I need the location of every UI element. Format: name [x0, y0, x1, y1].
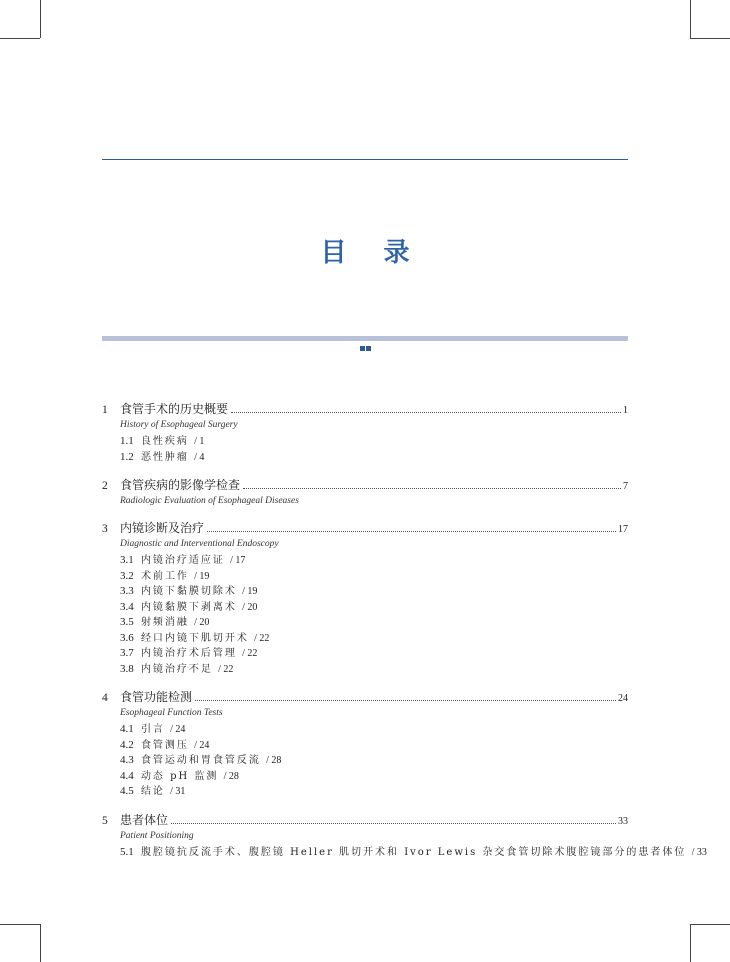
- section-title: 动态 pH 监测: [140, 770, 219, 782]
- toc-section[interactable]: [102, 600, 628, 616]
- crop-mark: [0, 38, 40, 39]
- section-number: 4.3: [120, 754, 134, 766]
- section-title: 腹腔镜抗反流手术、腹腔镜 Heller 肌切开术和 Ivor Lewis 杂交食管切除术腹腔镜部分的患者体位: [140, 846, 687, 858]
- chapter-row[interactable]: [102, 519, 628, 537]
- section-page: / 24: [170, 724, 186, 735]
- leader-dots: [171, 823, 616, 824]
- chapter-page: 24: [618, 693, 628, 704]
- chapter-row[interactable]: [102, 811, 628, 829]
- toc-section[interactable]: [102, 845, 707, 861]
- toc-section[interactable]: [102, 769, 628, 785]
- crop-mark: [0, 924, 40, 925]
- section-page: / 33: [691, 846, 707, 858]
- section-title: 引言: [140, 724, 165, 735]
- toc-section[interactable]: [102, 646, 628, 662]
- toc-chapter: [102, 519, 628, 677]
- section-page: / 19: [194, 570, 210, 582]
- section-number: 4.5: [120, 785, 134, 797]
- toc-section[interactable]: [102, 615, 628, 631]
- leader-dots: [231, 412, 621, 413]
- chapter-page: 33: [618, 815, 628, 827]
- chapter-english-title: Patient Positioning: [120, 830, 194, 841]
- section-number: 3.6: [120, 631, 134, 644]
- chapter-english-title: Esophageal Function Tests: [120, 708, 223, 718]
- divider-marks: [360, 336, 372, 341]
- toc-section[interactable]: [102, 631, 628, 647]
- chapter-page: 1: [623, 405, 628, 416]
- section-page: / 20: [194, 617, 210, 628]
- section-number: 3.2: [120, 569, 134, 582]
- toc-section[interactable]: [102, 784, 628, 800]
- toc-chapter: [102, 400, 628, 465]
- section-page: / 24: [194, 739, 210, 751]
- section-page: / 28: [266, 755, 282, 766]
- chapter-number: 5: [102, 814, 108, 827]
- leader-dots: [243, 488, 621, 489]
- toc-section[interactable]: [102, 434, 628, 450]
- toc-section[interactable]: [102, 569, 628, 585]
- chapter-number: 2: [102, 480, 108, 492]
- chapter-row[interactable]: [102, 400, 628, 418]
- section-number: 4.4: [120, 769, 134, 782]
- chapter-number: 3: [102, 523, 108, 535]
- crop-mark: [40, 0, 41, 38]
- toc-chapter: [102, 688, 628, 800]
- section-number: 3.7: [120, 647, 134, 659]
- section-title: 内镜治疗术后管理: [140, 648, 237, 659]
- crop-mark: [690, 38, 730, 39]
- crop-mark: [690, 0, 691, 38]
- section-page: / 22: [254, 632, 270, 644]
- section-title: 内镜治疗适应证: [140, 555, 225, 566]
- chapter-english-title: Radiologic Evaluation of Esophageal Diseases: [120, 496, 299, 506]
- crop-mark: [40, 924, 41, 962]
- chapter-english-title: Diagnostic and Interventional Endoscopy: [120, 539, 279, 549]
- section-page: / 22: [242, 648, 258, 659]
- section-title: 内镜治疗不足: [140, 663, 213, 675]
- top-rule: [102, 159, 628, 160]
- chapter-page: 7: [623, 481, 628, 492]
- section-number: 5.1: [120, 845, 134, 858]
- section-title: 结论: [140, 786, 165, 797]
- chapter-title: 内镜诊断及治疗: [120, 521, 205, 535]
- toc-section[interactable]: [102, 753, 628, 769]
- page-title: 目 录: [320, 238, 424, 268]
- section-number: 3.3: [120, 585, 134, 597]
- chapter-number: 4: [102, 692, 108, 704]
- chapter-row[interactable]: [102, 476, 628, 494]
- section-page: / 19: [242, 586, 258, 597]
- section-number: 1.2: [120, 450, 134, 463]
- section-page: / 31: [170, 786, 186, 797]
- toc-section[interactable]: [102, 662, 628, 678]
- toc-section[interactable]: [102, 738, 628, 754]
- toc-chapter: [102, 476, 628, 508]
- toc-section[interactable]: [102, 450, 628, 466]
- toc-section[interactable]: [102, 553, 628, 569]
- section-page: / 17: [230, 555, 246, 566]
- section-number: 3.8: [120, 662, 134, 675]
- crop-mark: [690, 924, 691, 962]
- chapter-title: 食管手术的历史概要: [120, 402, 229, 416]
- leader-dots: [195, 700, 616, 701]
- chapter-number: 1: [102, 404, 108, 416]
- chapter-page: 17: [618, 524, 628, 535]
- chapter-english-title: History of Esophageal Surgery: [120, 420, 238, 430]
- toc-section[interactable]: [102, 722, 628, 738]
- section-page: / 28: [223, 770, 239, 782]
- section-title: 内镜下黏膜切除术: [140, 586, 237, 597]
- section-number: 3.1: [120, 554, 134, 566]
- section-title: 恶性肿瘤: [140, 451, 189, 463]
- section-page: / 1: [194, 436, 205, 447]
- section-page: / 4: [194, 451, 205, 463]
- section-title: 良性疾病: [140, 436, 189, 447]
- table-of-contents: [102, 400, 707, 871]
- title-divider: [102, 336, 628, 341]
- leader-dots: [207, 531, 616, 532]
- chapter-title: 食管功能检测: [120, 690, 193, 704]
- section-title: 食管运动和胃食管反流: [140, 755, 261, 766]
- toc-section[interactable]: [102, 584, 628, 600]
- section-number: 4.1: [120, 723, 134, 735]
- section-title: 射频消融: [140, 617, 189, 628]
- section-number: 1.1: [120, 435, 134, 447]
- section-title: 食管测压: [140, 739, 189, 751]
- chapter-title: 患者体位: [120, 812, 169, 827]
- section-page: / 20: [242, 601, 258, 613]
- crop-mark: [690, 924, 730, 925]
- section-number: 4.2: [120, 738, 134, 751]
- chapter-title: 食管疾病的影像学检查: [120, 478, 241, 492]
- section-title: 经口内镜下肌切开术: [140, 632, 249, 644]
- section-title: 内镜黏膜下剥离术: [140, 601, 237, 613]
- section-page: / 22: [218, 663, 234, 675]
- section-number: 3.5: [120, 616, 134, 628]
- section-title: 术前工作: [140, 570, 189, 582]
- toc-chapter: [102, 811, 707, 861]
- section-number: 3.4: [120, 600, 134, 613]
- chapter-row[interactable]: [102, 688, 628, 706]
